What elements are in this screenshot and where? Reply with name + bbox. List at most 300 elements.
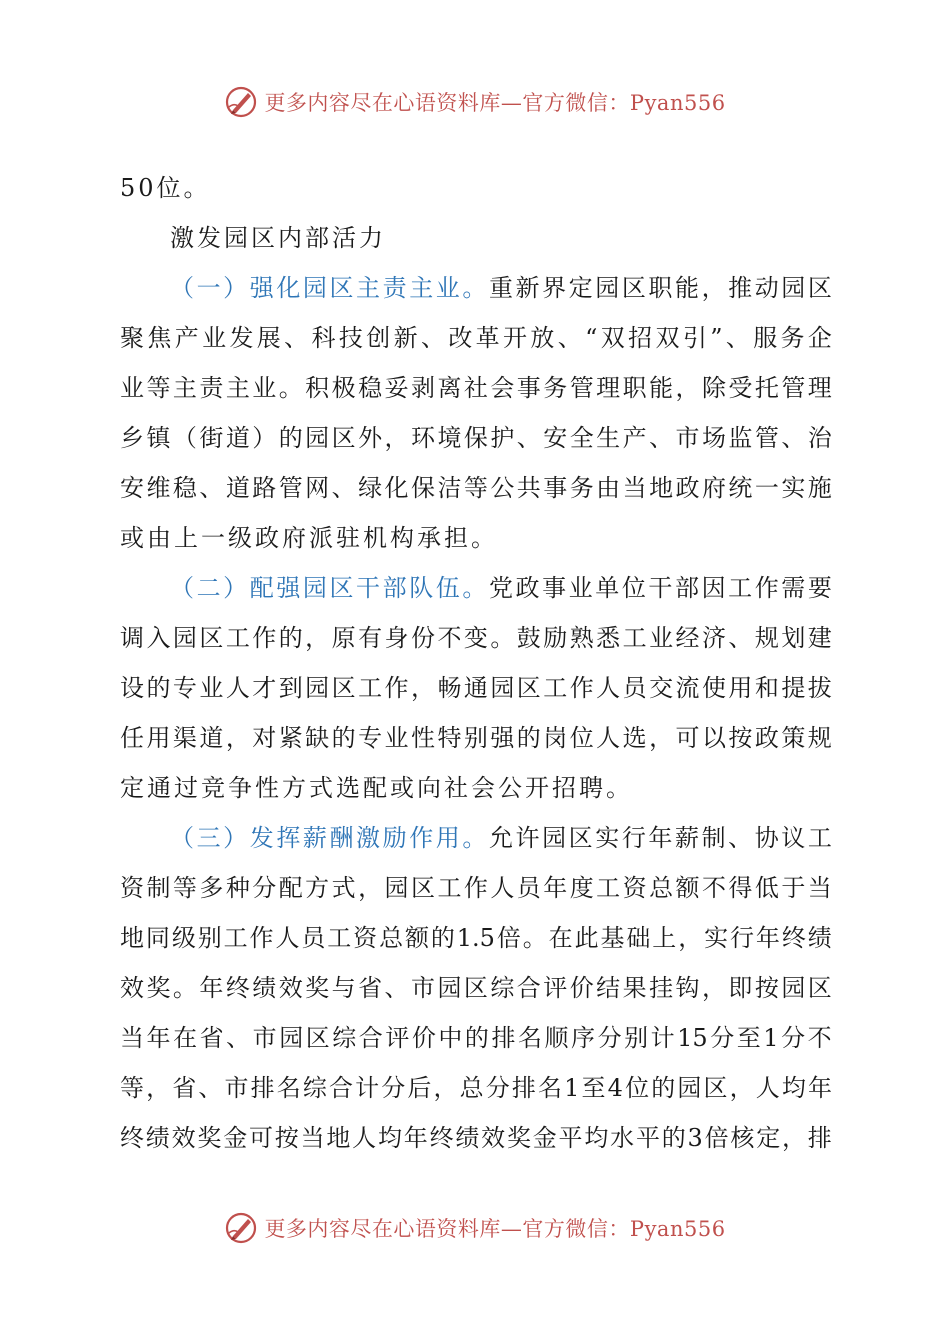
line-char: 得 bbox=[728, 874, 753, 902]
line-char: 开 bbox=[503, 324, 528, 352]
line-char: 价 bbox=[411, 1024, 436, 1052]
section-heading-char: 薪 bbox=[302, 824, 327, 852]
section-heading-char: 挥 bbox=[276, 824, 301, 852]
line-char: 主 bbox=[172, 374, 197, 402]
section-heading-char: 伍 bbox=[435, 574, 460, 602]
section-heading-char: 发 bbox=[249, 824, 274, 852]
line-char: 即 bbox=[728, 974, 753, 1002]
line-char: 改 bbox=[448, 324, 473, 352]
line-char: 15 bbox=[677, 1024, 708, 1052]
line-char: 平 bbox=[558, 1124, 583, 1152]
text-line bbox=[120, 313, 832, 363]
line-char: 调 bbox=[120, 624, 144, 652]
section-heading-char: 主 bbox=[409, 274, 434, 302]
line-char: 保 bbox=[410, 474, 435, 502]
line-char: 管 bbox=[278, 474, 303, 502]
line-char: 工 bbox=[807, 824, 832, 852]
line-char: 的 bbox=[651, 1074, 676, 1102]
line-char: 在 bbox=[173, 1024, 198, 1052]
line-char: 创 bbox=[366, 324, 391, 352]
text-line bbox=[120, 913, 832, 963]
line-char: 终 bbox=[120, 1124, 144, 1152]
line-char: 引 bbox=[682, 324, 707, 352]
line-char: ， bbox=[701, 974, 726, 1002]
section-heading-char: 酬 bbox=[329, 824, 354, 852]
line-char: 特 bbox=[437, 724, 462, 752]
text-line bbox=[120, 513, 832, 563]
line-char: ， bbox=[701, 274, 726, 302]
document-body bbox=[120, 163, 832, 1163]
line-char: 同 bbox=[145, 924, 170, 952]
line-text: 或由上一级政府派驻机构承担。 bbox=[120, 524, 498, 552]
line-char: 区 bbox=[463, 974, 488, 1002]
line-char: 通 bbox=[463, 674, 488, 702]
line-char: 管 bbox=[781, 374, 806, 402]
line-char: 排 bbox=[491, 1024, 516, 1052]
line-char: 。 bbox=[490, 624, 515, 652]
line-char: 区 bbox=[807, 274, 832, 302]
line-char: 离 bbox=[437, 374, 462, 402]
line-char: 护 bbox=[490, 424, 515, 452]
line-char: ， bbox=[782, 1124, 806, 1152]
line-text: 激发园区内部活力 bbox=[170, 224, 386, 252]
line-char: 员 bbox=[622, 674, 647, 702]
line-char: 计 bbox=[355, 1074, 380, 1102]
section-heading-char: 。 bbox=[462, 574, 487, 602]
line-char: 界 bbox=[542, 274, 567, 302]
line-char: 专 bbox=[172, 674, 197, 702]
line-char: 政 bbox=[515, 574, 540, 602]
line-char: 度 bbox=[569, 874, 594, 902]
line-char: 工 bbox=[223, 924, 248, 952]
line-char: 道 bbox=[199, 724, 224, 752]
line-char: ， bbox=[678, 924, 703, 952]
line-char: 市 bbox=[252, 1024, 277, 1052]
line-char: 公 bbox=[490, 474, 515, 502]
line-char: 作 bbox=[754, 574, 779, 602]
line-char: 园 bbox=[279, 1024, 304, 1052]
line-char: 均 bbox=[584, 1124, 609, 1152]
line-char: 企 bbox=[807, 324, 832, 352]
section-heading-char: ） bbox=[223, 274, 248, 302]
line-char: 平 bbox=[635, 1124, 660, 1152]
line-char: 路 bbox=[252, 474, 277, 502]
line-char: 任 bbox=[120, 724, 144, 752]
line-char: 用 bbox=[146, 724, 171, 752]
line-char: 熟 bbox=[569, 624, 594, 652]
line-char: 业 bbox=[199, 674, 224, 702]
line-char: 人 bbox=[755, 1074, 780, 1102]
line-char: 础 bbox=[626, 924, 651, 952]
line-char: 变 bbox=[463, 624, 488, 652]
line-char: 省 bbox=[199, 1024, 224, 1052]
line-char: 合 bbox=[516, 974, 541, 1002]
line-char: 产 bbox=[174, 324, 199, 352]
text-line bbox=[120, 213, 832, 263]
line-char: 新 bbox=[515, 274, 540, 302]
line-char: 、 bbox=[226, 1024, 251, 1052]
line-char: 要 bbox=[807, 574, 832, 602]
line-char: 励 bbox=[543, 624, 568, 652]
line-char: 事 bbox=[516, 374, 541, 402]
line-char: 安 bbox=[543, 424, 568, 452]
footer-banner-text: 更多内容尽在心语资料库—官方微信：Pyan556 bbox=[264, 1217, 726, 1241]
section-heading-char: 业 bbox=[435, 274, 460, 302]
line-char: 年 bbox=[755, 924, 780, 952]
section-heading-char: （ bbox=[170, 274, 194, 302]
line-char: 位 bbox=[569, 724, 594, 752]
line-char: 1 bbox=[564, 1074, 580, 1102]
text-line bbox=[120, 713, 832, 763]
line-char: 、 bbox=[516, 424, 541, 452]
line-char: 员 bbox=[301, 924, 326, 952]
line-char: 别 bbox=[197, 924, 222, 952]
section-heading-char: 队 bbox=[409, 574, 434, 602]
line-char: ， bbox=[146, 1074, 171, 1102]
line-char: 顺 bbox=[544, 1024, 569, 1052]
line-char: 位 bbox=[621, 574, 646, 602]
line-char: 性 bbox=[410, 724, 435, 752]
line-char: 工 bbox=[437, 874, 462, 902]
line-char: 拔 bbox=[807, 674, 832, 702]
line-char: 区 bbox=[807, 974, 832, 1002]
line-char: 的 bbox=[430, 924, 455, 952]
line-char: 果 bbox=[622, 974, 647, 1002]
line-char: 、 bbox=[420, 324, 445, 352]
line-char: 人 bbox=[596, 674, 621, 702]
line-char: 策 bbox=[781, 724, 806, 752]
line-char: 人 bbox=[275, 924, 300, 952]
line-char: 均 bbox=[377, 1124, 402, 1152]
line-char: 事 bbox=[543, 474, 568, 502]
line-char: 放 bbox=[530, 324, 555, 352]
line-char: 行 bbox=[621, 824, 646, 852]
line-char: 技 bbox=[338, 324, 363, 352]
line-char: 的 bbox=[278, 424, 303, 452]
line-char: 府 bbox=[701, 474, 726, 502]
line-char: 终 bbox=[781, 924, 806, 952]
line-char: 园 bbox=[781, 974, 806, 1002]
line-char: ， bbox=[410, 674, 435, 702]
line-char: 此 bbox=[574, 924, 599, 952]
line-char: 名 bbox=[517, 1024, 542, 1052]
line-char: 综 bbox=[302, 1074, 327, 1102]
line-char: 、 bbox=[728, 824, 753, 852]
line-char: 与 bbox=[331, 974, 356, 1002]
line-char: 种 bbox=[225, 874, 250, 902]
line-char: 地 bbox=[120, 924, 144, 952]
line-char: 年 bbox=[543, 874, 568, 902]
line-char: 工 bbox=[225, 624, 250, 652]
line-char: 绩 bbox=[455, 1124, 480, 1152]
line-char: 上 bbox=[652, 924, 677, 952]
line-char: 区 bbox=[410, 874, 435, 902]
line-char: 洁 bbox=[437, 474, 462, 502]
line-char: 道 bbox=[225, 424, 250, 452]
line-char: 别 bbox=[463, 724, 488, 752]
line-char: 境 bbox=[437, 424, 462, 452]
line-char: 工 bbox=[327, 924, 352, 952]
line-char: 职 bbox=[648, 274, 673, 302]
line-char: 省 bbox=[358, 974, 383, 1002]
line-char: 绩 bbox=[145, 1124, 170, 1152]
line-char: 政 bbox=[675, 474, 700, 502]
section-heading-char: 。 bbox=[462, 824, 487, 852]
section-heading-char: ） bbox=[223, 824, 248, 852]
line-char: 1 bbox=[763, 1024, 779, 1052]
line-char: 业 bbox=[649, 624, 674, 652]
line-char: 责 bbox=[199, 374, 224, 402]
line-char: 绩 bbox=[807, 924, 832, 952]
line-char: 总 bbox=[379, 924, 404, 952]
line-char: 共 bbox=[516, 474, 541, 502]
footer-banner bbox=[0, 1208, 950, 1248]
line-char: 当 bbox=[300, 1124, 325, 1152]
line-char: 分 bbox=[485, 1074, 510, 1102]
text-line bbox=[120, 363, 832, 413]
line-char: 外 bbox=[358, 424, 383, 452]
line-char: 聚 bbox=[120, 324, 144, 352]
text-line bbox=[120, 763, 832, 813]
line-char: ） bbox=[252, 424, 277, 452]
line-char: 理 bbox=[596, 374, 621, 402]
line-char: 使 bbox=[701, 674, 726, 702]
section-heading-char: 区 bbox=[329, 574, 354, 602]
line-char: 到 bbox=[278, 674, 303, 702]
text-line bbox=[120, 563, 832, 613]
section-heading-char: 激 bbox=[356, 824, 381, 852]
line-char: 人 bbox=[596, 724, 621, 752]
line-text: 定通过竞争性方式选配或向社会公开招聘。 bbox=[120, 774, 633, 802]
line-char: 分 bbox=[710, 1024, 735, 1052]
line-char: 事 bbox=[542, 574, 567, 602]
line-char: 终 bbox=[429, 1124, 454, 1152]
line-char: 4 bbox=[607, 1074, 623, 1102]
line-char: 名 bbox=[276, 1074, 301, 1102]
line-char: 分 bbox=[381, 1074, 406, 1102]
line-char: “ bbox=[585, 324, 598, 352]
line-char: 资 bbox=[120, 874, 144, 902]
line-char: 稳 bbox=[172, 474, 197, 502]
line-char: 年 bbox=[648, 824, 673, 852]
line-char: 和 bbox=[754, 674, 779, 702]
section-heading-char: 用 bbox=[435, 824, 460, 852]
line-char: 作 bbox=[249, 924, 274, 952]
line-char: 市 bbox=[224, 1074, 249, 1102]
line-char: 科 bbox=[311, 324, 336, 352]
line-char: 园 bbox=[384, 874, 409, 902]
line-char: 市 bbox=[675, 424, 700, 452]
line-char: 、 bbox=[284, 324, 309, 352]
line-char: 的 bbox=[464, 1024, 489, 1052]
line-char: 提 bbox=[781, 674, 806, 702]
line-char: 维 bbox=[146, 474, 171, 502]
line-char: ， bbox=[225, 724, 250, 752]
line-char: 业 bbox=[202, 324, 227, 352]
text-line bbox=[120, 1063, 832, 1113]
line-char: 规 bbox=[754, 624, 779, 652]
line-char: 交 bbox=[649, 674, 674, 702]
line-char: 重 bbox=[488, 274, 513, 302]
line-char: 对 bbox=[252, 724, 277, 752]
line-char: 施 bbox=[807, 474, 832, 502]
line-char: 工 bbox=[728, 574, 753, 602]
line-char: 园 bbox=[677, 1074, 702, 1102]
line-char: 托 bbox=[754, 374, 779, 402]
line-char: 环 bbox=[410, 424, 435, 452]
section-heading-char: （ bbox=[170, 574, 194, 602]
line-char: 不 bbox=[701, 874, 726, 902]
line-char: 剥 bbox=[410, 374, 435, 402]
line-char: 园 bbox=[305, 674, 330, 702]
line-char: 作 bbox=[463, 874, 488, 902]
line-char: 终 bbox=[225, 974, 250, 1002]
line-char: 治 bbox=[807, 424, 832, 452]
line-char: 行 bbox=[730, 924, 755, 952]
line-char: 积 bbox=[305, 374, 330, 402]
line-char: 等 bbox=[172, 874, 197, 902]
line-char: 社 bbox=[463, 374, 488, 402]
section-heading-char: ） bbox=[223, 574, 248, 602]
line-char: 排 bbox=[250, 1074, 275, 1102]
line-char: 地 bbox=[649, 474, 674, 502]
section-heading-char: 化 bbox=[276, 274, 301, 302]
line-char: 经 bbox=[675, 624, 700, 652]
line-char: 除 bbox=[701, 374, 726, 402]
line-char: 当 bbox=[622, 474, 647, 502]
line-char: 推 bbox=[728, 274, 753, 302]
line-char: 省 bbox=[172, 1074, 197, 1102]
line-char: 评 bbox=[385, 1024, 410, 1052]
line-char: 原 bbox=[331, 624, 356, 652]
line-char: 低 bbox=[754, 874, 779, 902]
header-banner-text: 更多内容尽在心语资料库—官方微信：Pyan556 bbox=[264, 91, 726, 115]
line-char: 合 bbox=[329, 1074, 353, 1102]
line-char: 基 bbox=[600, 924, 625, 952]
line-char: 部 bbox=[674, 574, 699, 602]
line-char: 设 bbox=[120, 674, 144, 702]
line-char: 排 bbox=[807, 1124, 832, 1152]
line-char: 制 bbox=[701, 824, 726, 852]
line-char: 位 bbox=[625, 1074, 650, 1102]
line-char: 市 bbox=[410, 974, 435, 1002]
line-char: 人 bbox=[490, 874, 515, 902]
line-char: 年 bbox=[403, 1124, 428, 1152]
line-char: ， bbox=[384, 424, 409, 452]
line-char: 人 bbox=[225, 674, 250, 702]
line-char: 革 bbox=[475, 324, 500, 352]
line-char: 强 bbox=[490, 724, 515, 752]
section-heading-char: 部 bbox=[382, 574, 407, 602]
line-char: 受 bbox=[728, 374, 753, 402]
section-heading-char: 区 bbox=[329, 274, 354, 302]
text-line bbox=[120, 863, 832, 913]
line-char: 区 bbox=[703, 1074, 728, 1102]
line-char: （ bbox=[172, 424, 197, 452]
line-char: 以 bbox=[701, 724, 726, 752]
line-char: 区 bbox=[305, 1024, 330, 1052]
section-heading-char: 配 bbox=[249, 574, 274, 602]
line-char: 济 bbox=[701, 624, 726, 652]
line-char: 均 bbox=[781, 1074, 806, 1102]
line-char: 于 bbox=[781, 874, 806, 902]
line-char: 总 bbox=[649, 874, 674, 902]
line-char: 场 bbox=[701, 424, 726, 452]
line-char: 身 bbox=[384, 624, 409, 652]
line-char: 用 bbox=[728, 674, 753, 702]
line-char: 、 bbox=[384, 974, 409, 1002]
line-char: 年 bbox=[807, 1074, 832, 1102]
text-line bbox=[120, 663, 832, 713]
line-char: 发 bbox=[229, 324, 254, 352]
line-char: 总 bbox=[459, 1074, 484, 1102]
section-heading-char: 园 bbox=[302, 274, 327, 302]
line-char: 计 bbox=[650, 1024, 675, 1052]
line-char: 合 bbox=[358, 1024, 383, 1052]
line-char: 奖 bbox=[305, 974, 330, 1002]
line-char: 在 bbox=[548, 924, 573, 952]
text-line bbox=[120, 463, 832, 513]
line-char: 区 bbox=[568, 824, 593, 852]
line-char: 作 bbox=[384, 674, 409, 702]
line-char: 有 bbox=[358, 624, 383, 652]
section-heading-char: 园 bbox=[302, 574, 327, 602]
line-char: 区 bbox=[199, 624, 224, 652]
line-char: 由 bbox=[596, 474, 621, 502]
section-heading-char: 责 bbox=[382, 274, 407, 302]
line-char: 至 bbox=[736, 1024, 761, 1052]
line-char: 区 bbox=[516, 674, 541, 702]
line-char: 职 bbox=[622, 374, 647, 402]
line-char: 按 bbox=[274, 1124, 299, 1152]
line-char: 定 bbox=[568, 274, 593, 302]
line-char: 当 bbox=[120, 1024, 144, 1052]
line-char: 式 bbox=[331, 874, 356, 902]
line-char: 双 bbox=[655, 324, 680, 352]
line-char: 工 bbox=[622, 624, 647, 652]
line-char: 业 bbox=[120, 374, 144, 402]
line-char: 稳 bbox=[358, 374, 383, 402]
section-heading-char: （ bbox=[170, 824, 194, 852]
line-char: 绿 bbox=[358, 474, 383, 502]
line-char: 党 bbox=[488, 574, 513, 602]
line-char: 效 bbox=[120, 974, 144, 1002]
line-char: 化 bbox=[384, 474, 409, 502]
line-char: 结 bbox=[596, 974, 621, 1002]
line-char: 中 bbox=[438, 1024, 463, 1052]
line-char: 议 bbox=[781, 824, 806, 852]
line-char: 可 bbox=[675, 724, 700, 752]
line-char: 入 bbox=[146, 624, 171, 652]
line-char: 序 bbox=[571, 1024, 596, 1052]
line-char: 一 bbox=[754, 474, 779, 502]
line-char: 动 bbox=[754, 274, 779, 302]
line-char: 作 bbox=[252, 624, 277, 652]
line-char: 实 bbox=[704, 924, 729, 952]
line-char: 全 bbox=[569, 424, 594, 452]
line-char: 人 bbox=[352, 1124, 377, 1152]
line-char: 金 bbox=[532, 1124, 557, 1152]
line-char: 政 bbox=[754, 724, 779, 752]
line-char: 别 bbox=[624, 1024, 649, 1052]
line-char: 道 bbox=[225, 474, 250, 502]
line-char: 区 bbox=[331, 674, 356, 702]
line-char: 、 bbox=[725, 324, 750, 352]
line-char: 园 bbox=[542, 824, 567, 852]
line-char: 焦 bbox=[147, 324, 172, 352]
line-char: 招 bbox=[628, 324, 653, 352]
line-char: 多 bbox=[199, 874, 224, 902]
